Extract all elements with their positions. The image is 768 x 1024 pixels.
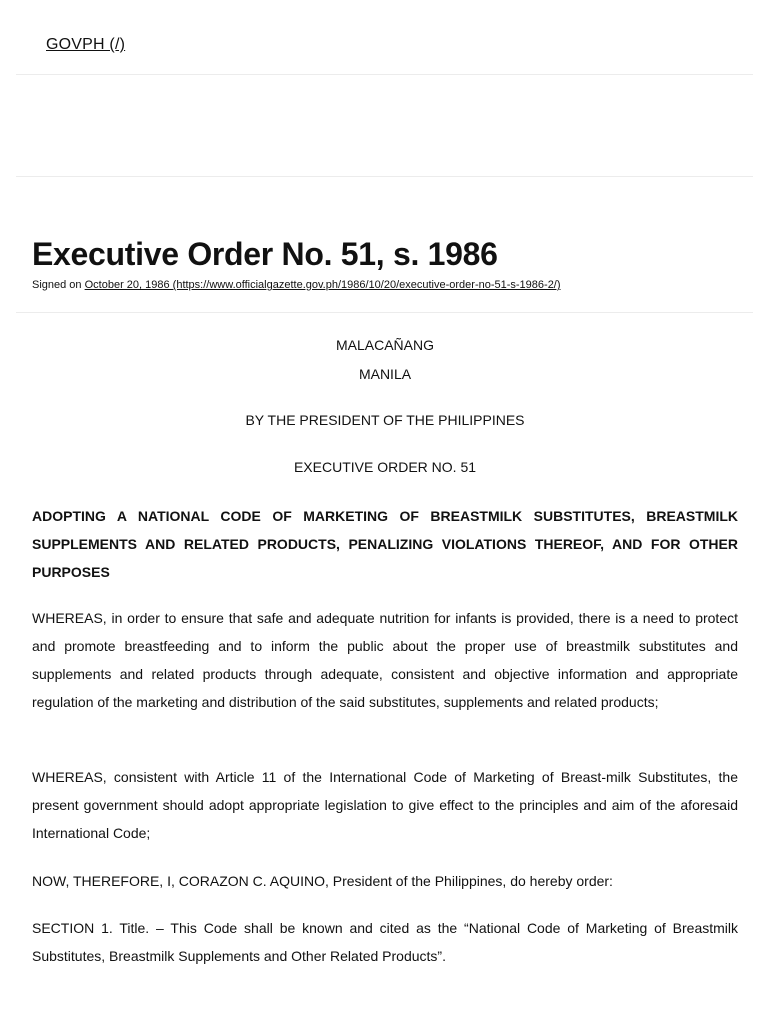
whereas-paragraph-1: WHEREAS, in order to ensure that safe and adequate nutrition for infants is provided, there is a need to protect and promote breastfeeding and to inform the public about the proper use of breastmilk substitutes and supplements and related products through adequate, consistent and objective information and appropriate regulation of the marketing and distribution of the said substitutes, supplements and related products; (32, 610, 738, 710)
section-1-paragraph: SECTION 1. Title. – This Code shall be known and cited as the “National Code of Marketing of Breastmilk Substitutes, Breastmilk Supplements and Other Related Products”. (32, 920, 738, 964)
now-therefore-paragraph: NOW, THEREFORE, I, CORAZON C. AQUINO, President of the Philippines, do hereby order: (32, 873, 613, 889)
page-title: Executive Order No. 51, s. 1986 (32, 236, 498, 272)
by-the-president-line: BY THE PRESIDENT OF THE PHILIPPINES (245, 412, 525, 428)
govph-home-link[interactable]: GOVPH (/) (46, 36, 126, 53)
signed-date-line (32, 279, 561, 291)
signed-date-link[interactable]: October 20, 1986 (https://www.officialgazette.gov.ph/1986/10/20/executive-order-no-51-s-1986-2/) (84, 279, 561, 291)
order-heading: ADOPTING A NATIONAL CODE OF MARKETING OF BREASTMILK SUBSTITUTES, BREASTMILK SUPPLEMENTS AND RELATED PRODUCTS, PENALIZING VIOLATIONS THEREOF, AND FOR OTHER PURPOSES (32, 508, 738, 580)
executive-order-number: EXECUTIVE ORDER NO. 51 (293, 459, 477, 475)
title-divider (16, 312, 753, 313)
banner-area (16, 75, 753, 177)
whereas-paragraph-2: WHEREAS, consistent with Article 11 of the International Code of Marketing of Breast-milk Substitutes, the present government should adopt appropriate legislation to give effect to the principles and aim of the aforesaid International Code; (32, 769, 738, 841)
header-malacanang: MALACAÑANG (335, 337, 435, 353)
header-manila: MANILA (358, 366, 412, 382)
signed-prefix: Signed on (32, 279, 85, 291)
top-nav-bar (16, 0, 753, 75)
